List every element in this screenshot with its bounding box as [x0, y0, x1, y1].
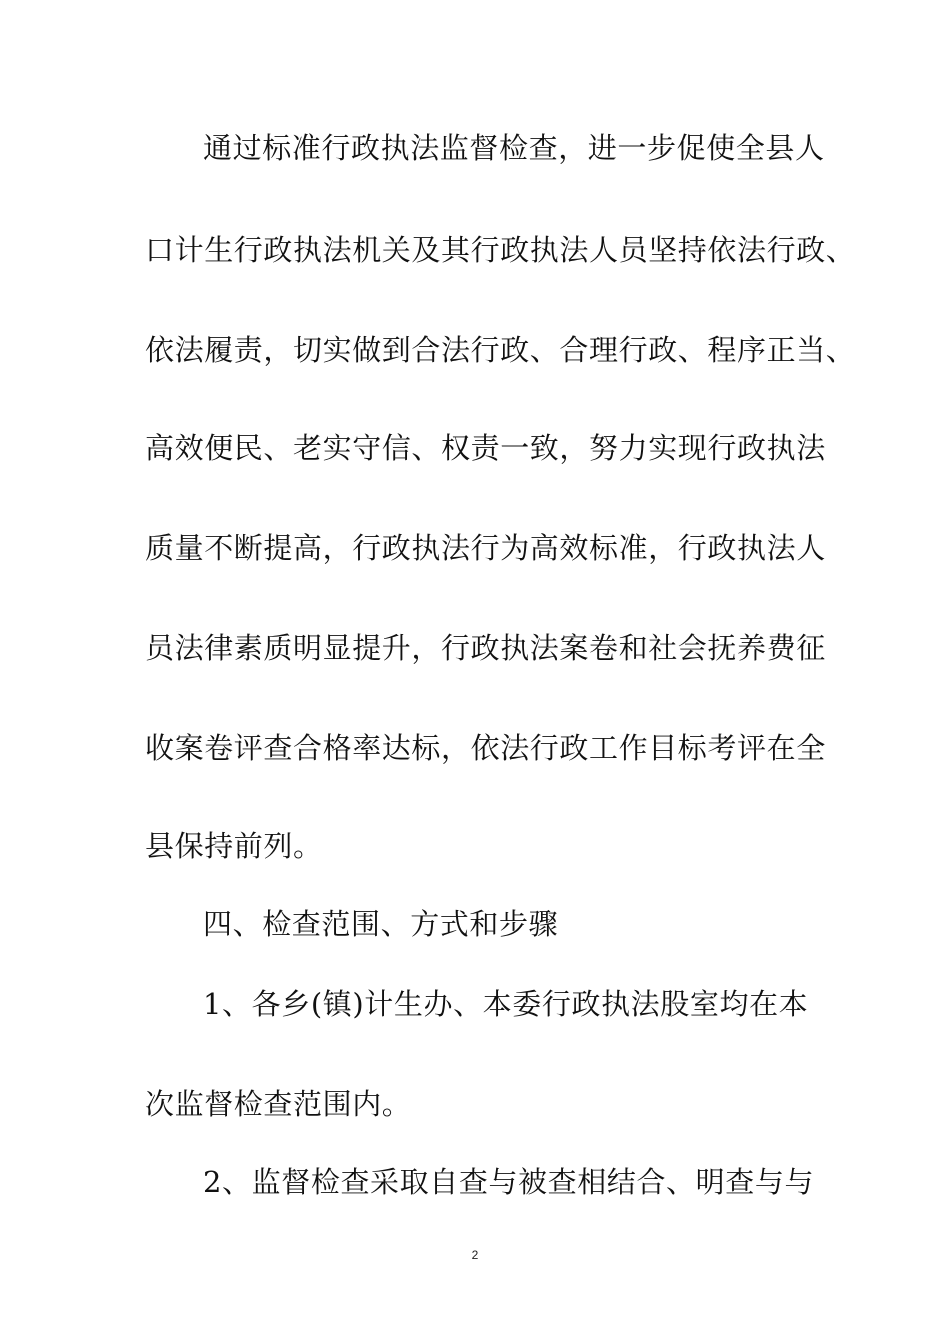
text-line: 高效便民、老实守信、权责一致，努力实现行政执法 — [145, 431, 826, 465]
text-line: 员法律素质明显提升，行政执法案卷和社会抚养费征 — [145, 631, 826, 665]
text-line: 质量不断提高，行政执法行为高效标准，行政执法人 — [145, 531, 826, 565]
section-heading: 四、检查范围、方式和步骤 — [203, 907, 559, 941]
text-line: 依法履责，切实做到合法行政、合理行政、程序正当、 — [145, 333, 856, 367]
text-line: 2、监督检查采取自查与被查相结合、明查与与 — [203, 1165, 815, 1199]
text-line: 县保持前列。 — [145, 829, 323, 863]
text-line: 口计生行政执法机关及其行政执法人员坚持依法行政、 — [145, 233, 856, 267]
text-line: 收案卷评查合格率达标，依法行政工作目标考评在全 — [145, 731, 826, 765]
text-line: 次监督检查范围内。 — [145, 1087, 412, 1121]
text-line: 1、各乡(镇)计生办、本委行政执法股室均在本 — [203, 987, 809, 1021]
text-line: 通过标准行政执法监督检查，进一步促使全县人 — [203, 131, 825, 165]
page-number: 2 — [471, 1248, 479, 1262]
